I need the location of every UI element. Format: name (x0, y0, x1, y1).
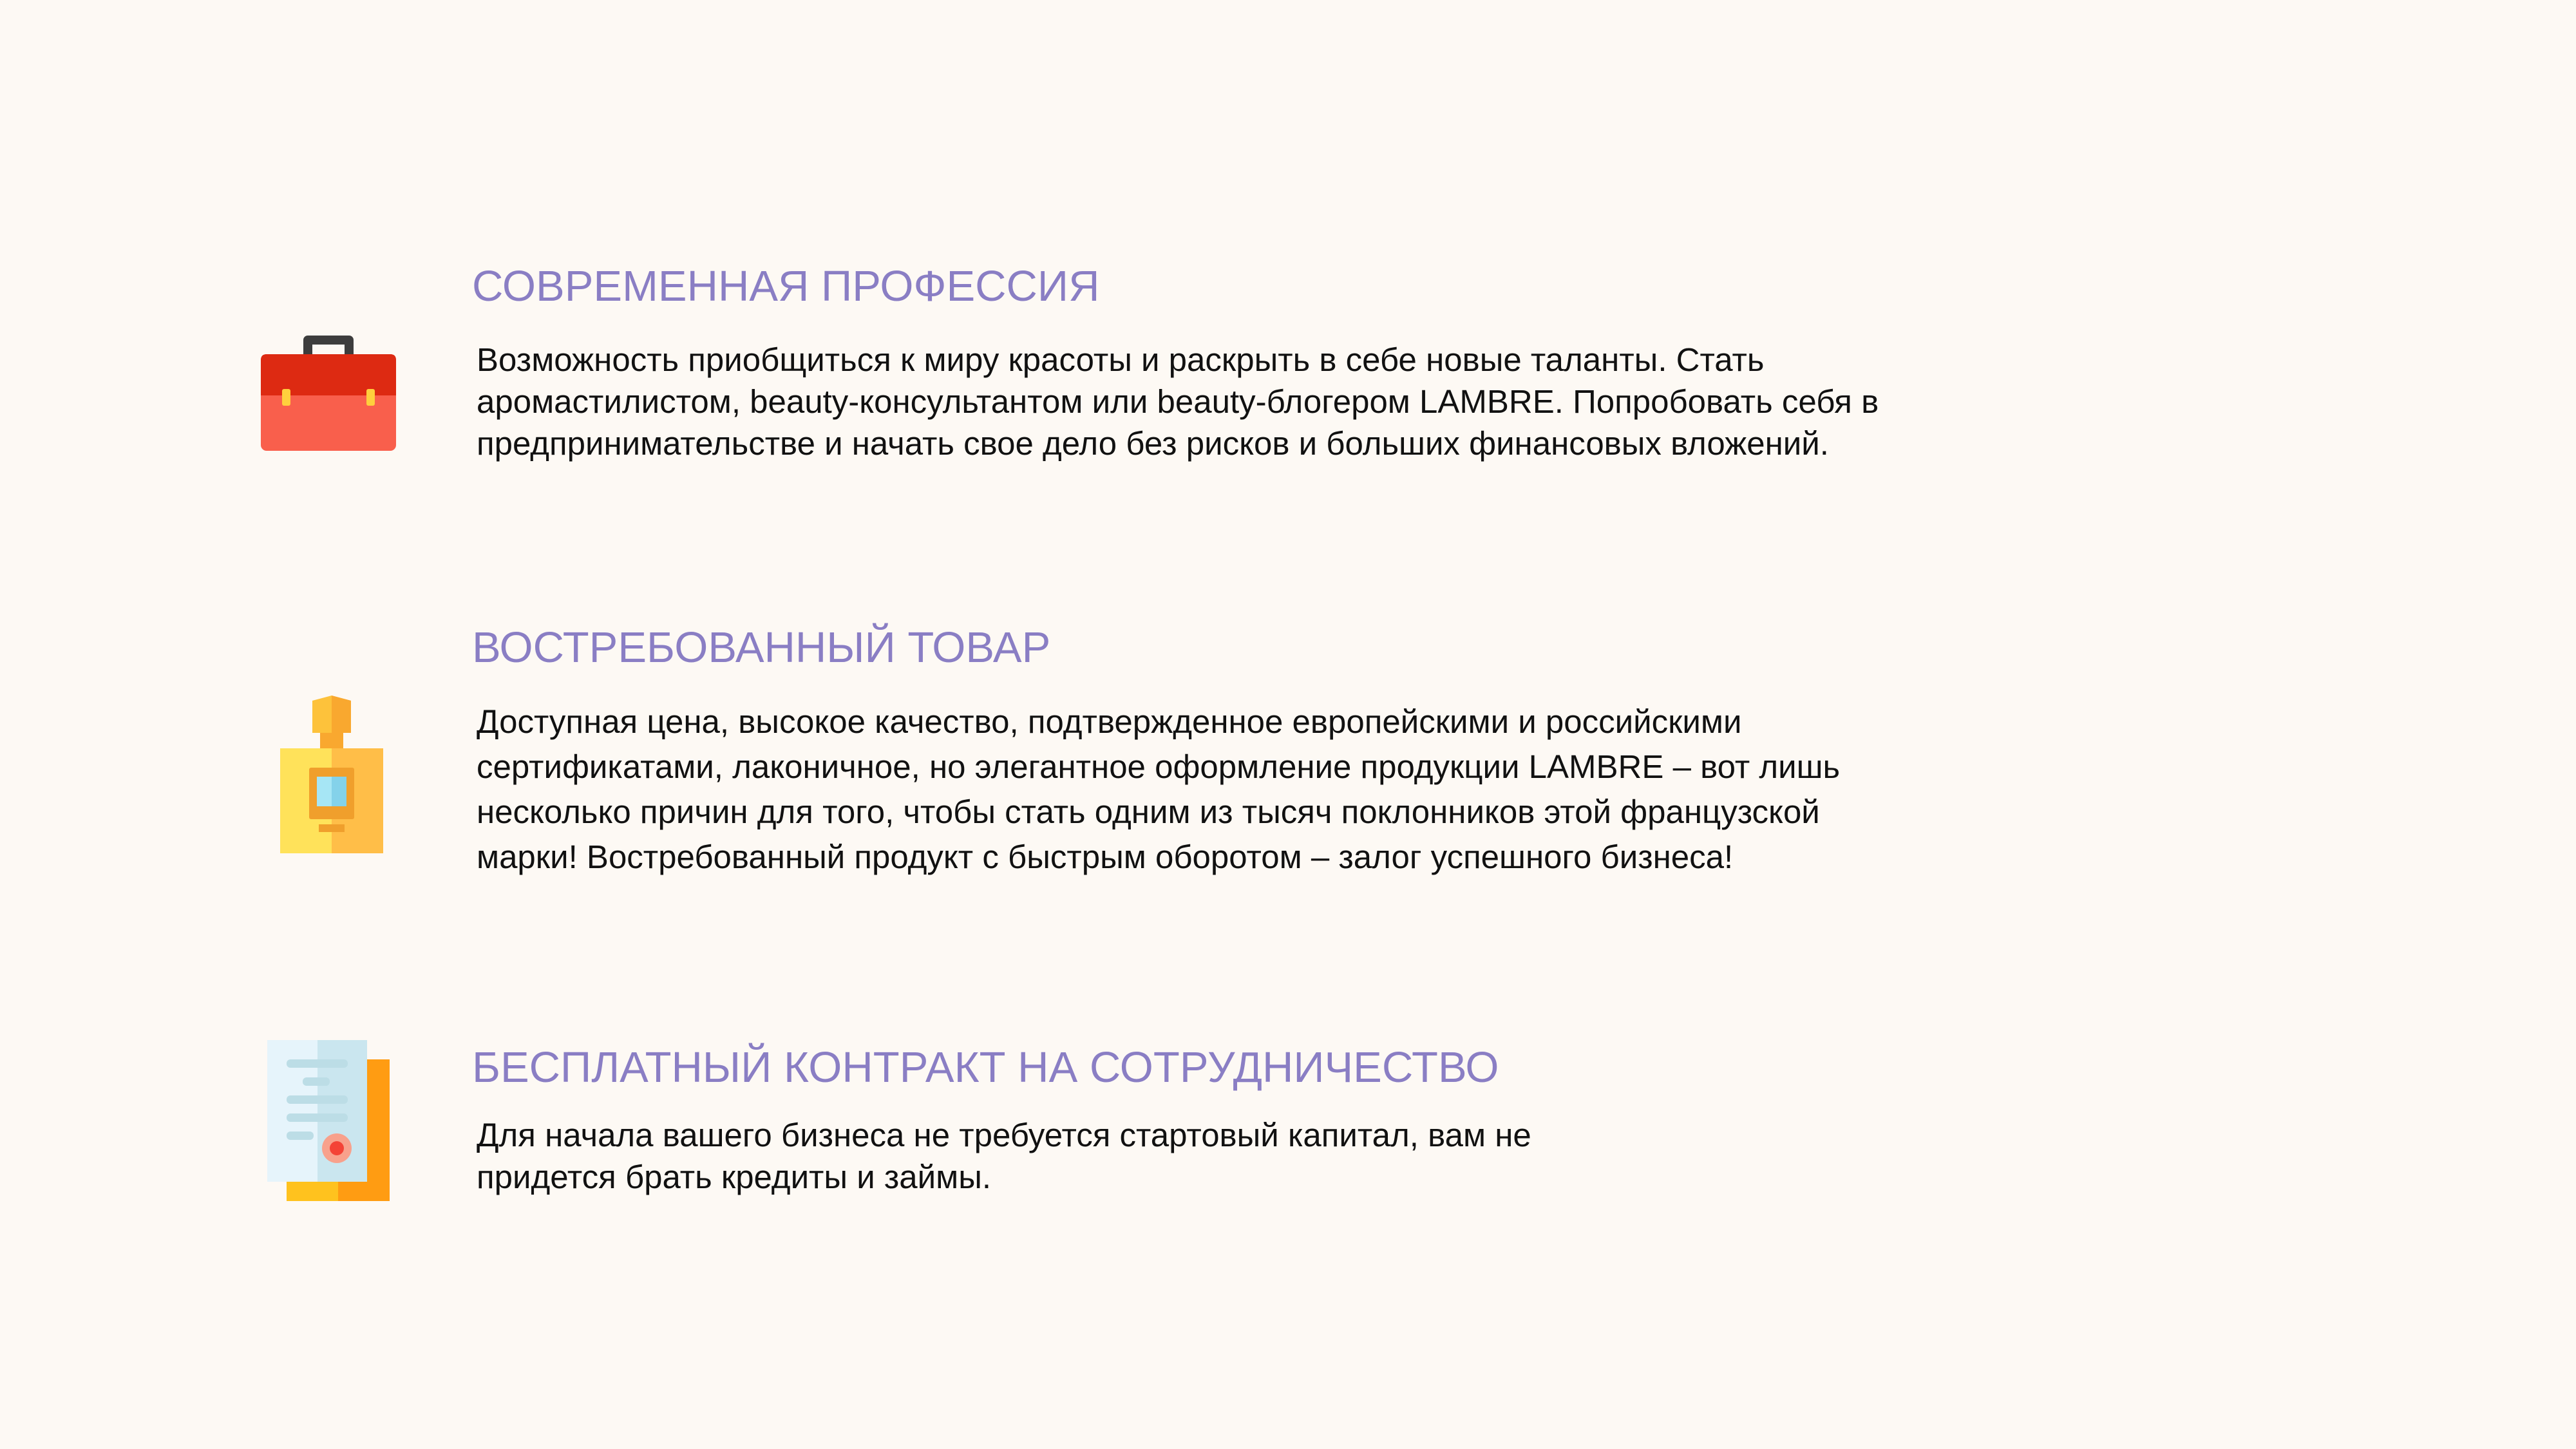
feature-description: Доступная цена, высокое качество, подтвержденное европейскими и российскими сертификатами, лаконичное, но элегантное оформление продукции LAMBRE – вот лишь несколько причин для того, чтобы стать одним из тысяч поклонников этой французской марки! Востребованный продукт с быстрым оборотом – залог успешного бизнеса! (477, 703, 1841, 875)
feature-description: Для начала вашего бизнеса не требуется стартовый капитал, вам не придется брать кредиты и займы. (477, 1117, 1531, 1195)
feature-title: БЕСПЛАТНЫЙ КОНТРАКТ НА СОТРУДНИЧЕСТВО (472, 1043, 1499, 1092)
feature-title: ВОСТРЕБОВАННЫЙ ТОВАР (472, 623, 1051, 672)
contract-document-icon (267, 1040, 390, 1201)
briefcase-icon (258, 335, 399, 451)
feature-title: СОВРЕМЕННАЯ ПРОФЕССИЯ (472, 262, 1100, 310)
perfume-bottle-icon (280, 696, 383, 853)
feature-description: Возможность приобщиться к миру красоты и раскрыть в себе новые таланты. Стать аромастилистом, beauty-консультантом или beauty-блогером LAMBRE. Попробовать себя в предпринимательстве и начать свое дело без рисков и больших финансовых вложений. (477, 341, 1879, 462)
